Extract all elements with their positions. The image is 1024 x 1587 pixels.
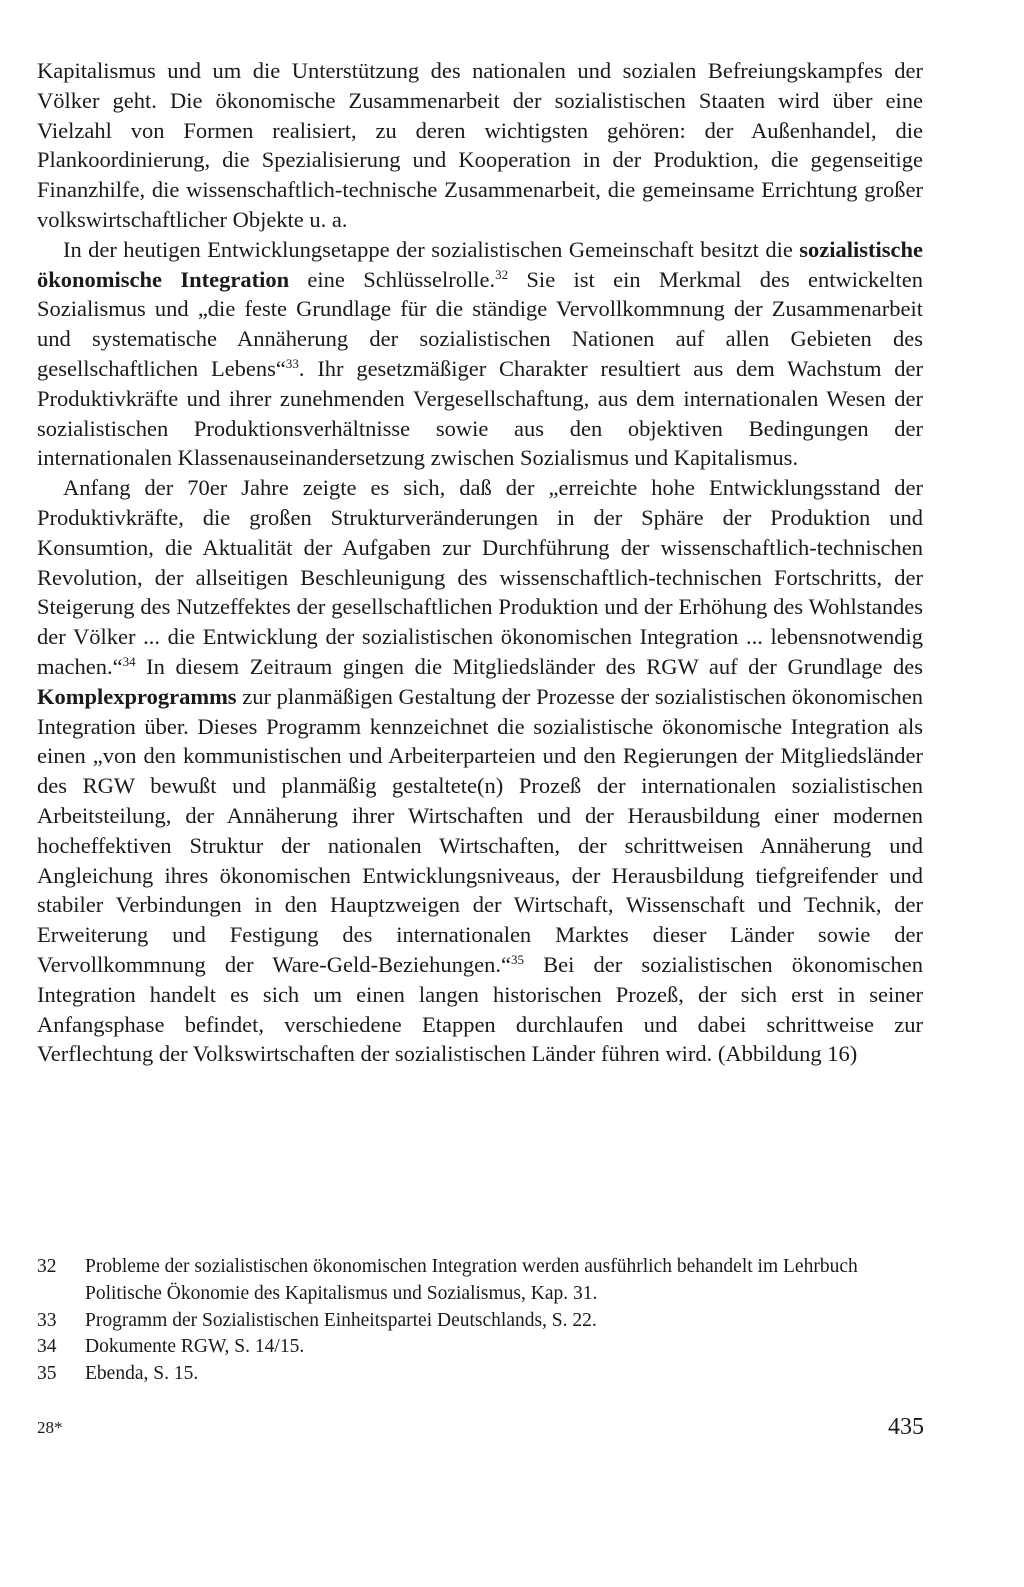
- page-number: 435: [888, 1414, 924, 1440]
- paragraph: [37, 235, 923, 473]
- footnote-ref: 35: [511, 952, 525, 968]
- emphasized-term: Komplexprogramms: [37, 683, 237, 709]
- text-run: In diesem Zeitraum gingen die Mitgliedsländer des RGW auf der Grundlage des: [135, 653, 923, 679]
- footnote-ref: 33: [285, 356, 299, 372]
- footnote-text: Programm der Sozialistischen Einheitspartei Deutschlands, S. 22.: [85, 1309, 597, 1331]
- text-run: zur planmäßigen Gestaltung der Prozesse der sozialistischen ökonomischen Integration über. Dieses Programm kennzeichnet die sozialistische ökonomische Integration als einen „von den kommunistischen und Arbeiterparteien und den Regierungen der Mitgliedsländer des RGW bewußt und planmäßig gestaltete(n) Prozeß der internationalen sozialistischen Arbeitsteilung, der Annäherung ihrer Wirtschaften und der Herausbildung einer modernen hocheffektiven Struktur der nationalen Wirtschaften, der schrittweisen Annäherung und Angleichung ihres ökonomischen Entwicklungsniveaus, der Herausbildung tiefgreifender und stabiler Verbindungen in den Hauptzweigen der Wirtschaft, Wissenschaft und Technik, der Erweiterung und Festigung des internationalen Marktes dieser Länder sowie der Vervollkommnung der Ware-Geld-Beziehungen.“: [37, 683, 923, 977]
- paragraph: [37, 56, 923, 235]
- text-run: Bei der sozialistischen ökonomischen Integration handelt es sich um einen langen historischen Prozeß, der sich erst in seiner Anfangsphase befindet, verschiedene Etappen durchlaufen und dabei schrittweise zur Verflechtung der Volkswirtschaften der sozialistischen Länder führen wird. (Abbildung 16): [37, 951, 923, 1067]
- text-run: Anfang der 70er Jahre zeigte es sich, daß der „erreichte hohe Entwicklungsstand der Produktivkräfte, die großen Strukturveränderungen in der Sphäre der Produktion und Konsumtion, die Aktualität der Aufgaben zur Durchführung der wissenschaftlich-technischen Revolution, der allseitigen Beschleunigung des wissenschaftlich-technischen Fortschritts, der Steigerung des Nutzeffektes der gesellschaftlichen Produktion und der Erhöhung des Wohlstandes der Völker ... die Entwicklung der sozialistischen ökonomischen Integration ... lebensnotwendig machen.“: [37, 475, 923, 679]
- text-run: . Ihr gesetzmäßiger Charakter resultiert aus dem Wachstum der Produktivkräfte und ihrer zunehmenden Vergesellschaftung, aus dem internationalen Wesen der sozialistischen Produktionsverhältnisse sowie aus den objektiven Bedingungen der internationalen Klassenauseinandersetzung zwischen Sozialismus und Kapitalismus.: [37, 355, 923, 471]
- text-run: In der heutigen Entwicklungsetappe der sozialistischen Gemeinschaft besitzt die: [63, 236, 800, 262]
- body-text: [37, 56, 923, 1069]
- footnote-text: Ebenda, S. 15.: [85, 1363, 199, 1385]
- footnote: [37, 1308, 923, 1335]
- paragraph: [37, 473, 923, 1069]
- footnote-ref: 34: [122, 654, 136, 670]
- footnote-number: 33: [37, 1309, 57, 1331]
- text-run: Sie ist ein Merkmal des entwickelten Sozialismus und „die feste Grundlage für die ständige Vervollkommnung der Zusammenarbeit und systematische Annäherung der sozialistischen Nationen auf allen Gebieten des gesellschaftlichen Lebens“: [37, 266, 923, 381]
- emphasized-term: sozialistische ökonomische Integration: [37, 236, 923, 292]
- footnote-number: 34: [37, 1336, 57, 1358]
- text-run: Kapitalismus und um die Unterstützung des nationalen und sozialen Befreiungskampfes der Völker geht. Die ökonomische Zusammenarbeit der sozialistischen Staaten wird über eine Vielzahl von Formen realisiert, zu deren wichtigsten gehören: der Außenhandel, die Plankoordinierung, die Spezialisierung und Kooperation in der Produktion, die gegenseitige Finanzhilfe, die wissenschaftlich-technische Zusammenarbeit, die gemeinsame Errichtung großer volkswirtschaftlicher Objekte u. a.: [37, 58, 923, 232]
- footnotes: [37, 1254, 923, 1388]
- footnote: [37, 1334, 923, 1361]
- signature-mark: 28*: [37, 1418, 63, 1437]
- footnote-text: Probleme der sozialistischen ökonomischen Integration werden ausführlich behandelt im Lehrbuch Politische Ökonomie des Kapitalismus und Sozialismus, Kap. 31.: [85, 1256, 858, 1304]
- footnote-ref: 32: [495, 266, 509, 282]
- footnote-number: 35: [37, 1363, 57, 1385]
- text-run: eine Schlüsselrolle.: [289, 266, 496, 292]
- footnote: [37, 1361, 923, 1388]
- footnote-text: Dokumente RGW, S. 14/15.: [85, 1336, 305, 1358]
- footnote-number: 32: [37, 1256, 57, 1277]
- footnote: [37, 1254, 923, 1308]
